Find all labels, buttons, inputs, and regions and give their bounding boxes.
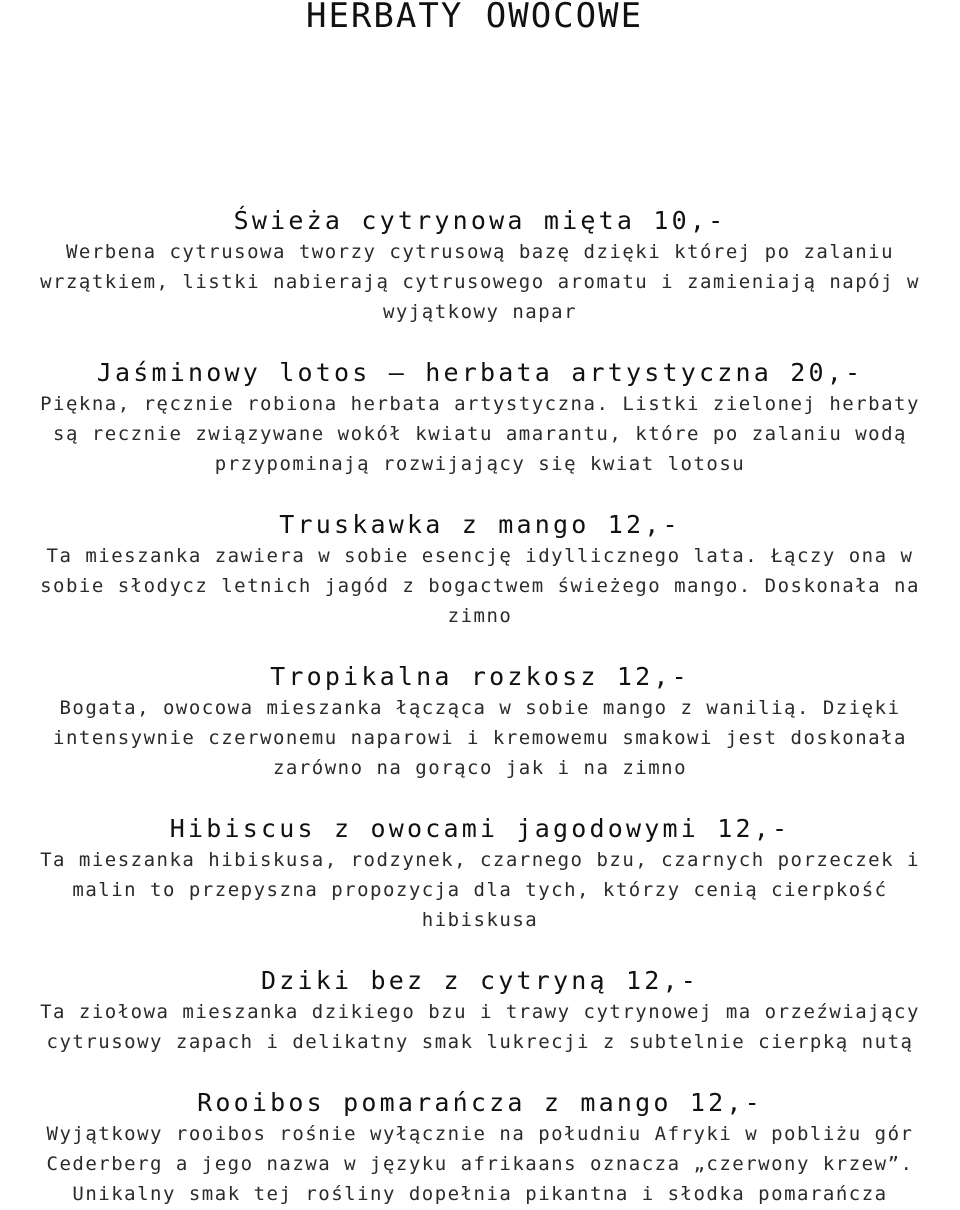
description-line: są recznie związywane wokół kwiatu amarantu, które po zalaniu wodą <box>53 423 907 445</box>
description-line: cytrusowy zapach i delikatny smak lukrecji z subtelnie cierpką nutą <box>46 1031 914 1053</box>
tea-menu <box>0 205 960 1209</box>
description-line: sobie słodycz letnich jagód z bogactwem świeżego mango. Doskonała na <box>40 575 920 597</box>
description-line: malin to przepyszna propozycja dla tych, którzy cenią cierpkość <box>72 879 888 901</box>
description-line: Unikalny smak tej rośliny dopełnia pikantna i słodka pomarańcza <box>72 1183 888 1205</box>
menu-item <box>0 661 960 783</box>
page-title: HERBATY OWOCOWE <box>306 0 644 36</box>
menu-item <box>0 357 960 479</box>
item-description <box>0 997 960 1057</box>
description-line: przypominają rozwijający się kwiat lotosu <box>214 453 746 475</box>
description-line: zimno <box>447 605 513 627</box>
description-line: Wyjątkowy rooibos rośnie wyłącznie na południu Afryki w pobliżu gór <box>46 1123 914 1145</box>
description-line: Piękna, ręcznie robiona herbata artystyczna. Listki zielonej herbaty <box>40 393 920 415</box>
menu-item <box>0 205 960 327</box>
item-description <box>0 845 960 935</box>
menu-item <box>0 965 960 1057</box>
description-line: zarówno na gorąco jak i na zimno <box>272 757 688 779</box>
item-name: Dziki bez z cytryną 12,- <box>260 966 700 995</box>
description-line: Ta ziołowa mieszanka dzikiego bzu i trawy cytrynowej ma orzeźwiający <box>40 1001 920 1023</box>
item-name: Świeża cytrynowa mięta 10,- <box>233 206 727 235</box>
item-name: Rooibos pomarańcza z mango 12,- <box>197 1088 763 1117</box>
item-name: Hibiscus z owocami jagodowymi 12,- <box>169 814 791 843</box>
item-name: Tropikalna rozkosz 12,- <box>270 662 690 691</box>
item-description <box>0 693 960 783</box>
item-name: Jaśminowy lotos – herbata artystyczna 20,- <box>96 358 864 387</box>
description-line: Ta mieszanka zawiera w sobie esencję idyllicznego lata. Łączy ona w <box>46 545 914 567</box>
menu-item <box>0 813 960 935</box>
item-description <box>0 1119 960 1209</box>
description-line: wyjątkowy napar <box>382 301 578 323</box>
description-line: Werbena cytrusowa tworzy cytrusową bazę dzięki której po zalaniu <box>65 241 895 263</box>
description-line: Bogata, owocowa mieszanka łącząca w sobie mango z wanilią. Dzięki <box>59 697 901 719</box>
description-line: Cederberg a jego nazwa w języku afrikaans oznacza „czerwony krzew”. <box>46 1153 914 1175</box>
item-description <box>0 541 960 631</box>
item-description <box>0 389 960 479</box>
menu-item <box>0 509 960 631</box>
description-line: Ta mieszanka hibiskusa, rodzynek, czarnego bzu, czarnych porzeczek i <box>40 849 920 871</box>
description-line: wrzątkiem, listki nabierają cytrusowego aromatu i zamieniają napój w <box>40 271 920 293</box>
menu-item <box>0 1087 960 1209</box>
item-name: Truskawka z mango 12,- <box>279 510 681 539</box>
description-line: intensywnie czerwonemu naparowi i kremowemu smakowi jest doskonała <box>53 727 907 749</box>
item-description <box>0 237 960 327</box>
description-line: hibiskusa <box>421 909 539 931</box>
